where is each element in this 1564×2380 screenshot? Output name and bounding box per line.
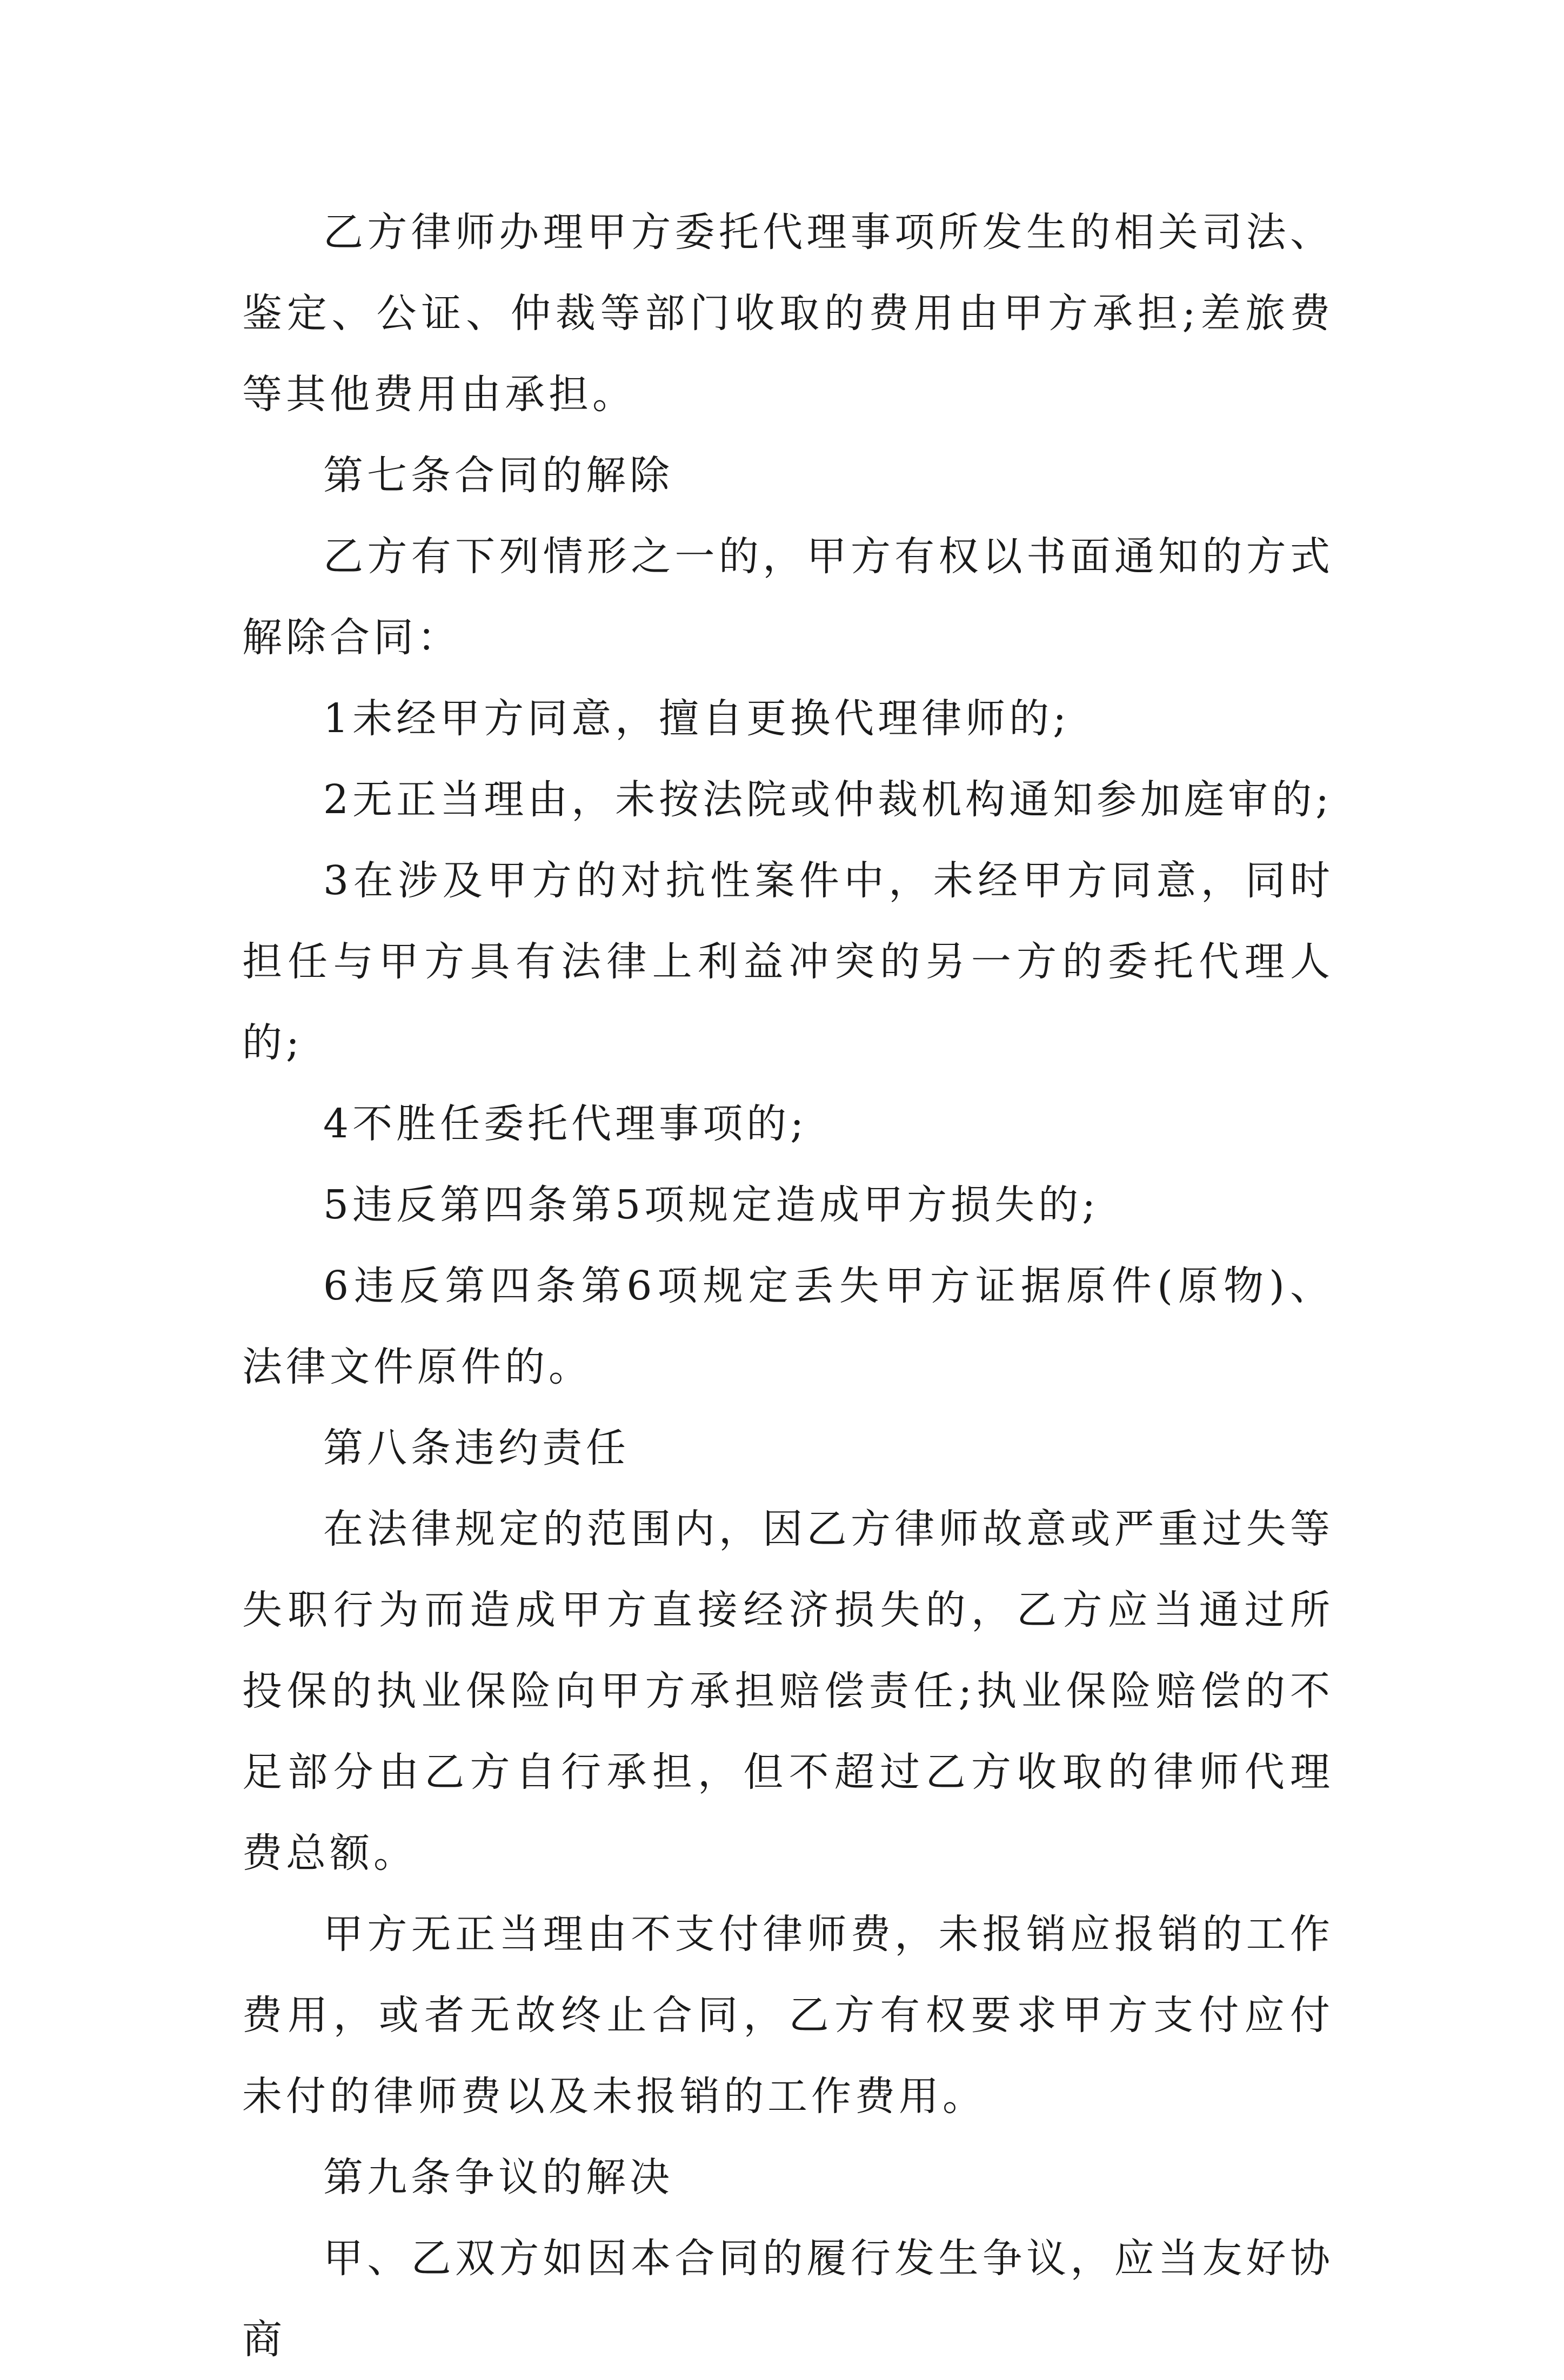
list-item-1: 1未经甲方同意，擅自更换代理律师的; xyxy=(323,695,1071,742)
paragraph-expenses: 乙方律师办理甲方委托代理事项所发生的相关司法、鉴定、公证、仲裁等部门收取的费用由甲方承担;差旅费等其他费用由承担。 xyxy=(242,209,1334,418)
paragraph-liability-a: 甲方无正当理由不支付律师费，未报销应报销的工作费用，或者无故终止合同，乙方有权要求甲方支付应付未付的律师费以及未报销的工作费用。 xyxy=(242,1911,1334,2120)
list-item-6: 6违反第四条第6项规定丢失甲方证据原件(原物)、法律文件原件的。 xyxy=(242,1263,1334,1390)
list-item-2: 2无正当理由，未按法院或仲裁机构通知参加庭审的; xyxy=(323,776,1333,823)
heading-article-9: 第九条争议的解决 xyxy=(323,2154,673,2201)
paragraph-dispute: 甲、乙双方如因本合同的履行发生争议，应当友好协商 xyxy=(242,2235,1334,2363)
paragraph-liability-b: 在法律规定的范围内，因乙方律师故意或严重过失等失职行为而造成甲方直接经济损失的，乙方应当通过所投保的执业保险向甲方承担赔偿责任;执业保险赔偿的不足部分由乙方自行承担，但不超过乙方收取的律师代理费总额。 xyxy=(242,1506,1334,1876)
list-item-4: 4不胜任委托代理事项的; xyxy=(323,1101,808,1147)
list-item-5: 5违反第四条第5项规定造成甲方损失的; xyxy=(323,1182,1100,1228)
list-item-3: 3在涉及甲方的对抗性案件中，未经甲方同意，同时担任与甲方具有法律上利益冲突的另一方的委托代理人的; xyxy=(242,857,1334,1066)
document-body xyxy=(242,192,1334,2380)
paragraph-termination-conditions: 乙方有下列情形之一的，甲方有权以书面通知的方式解除合同： xyxy=(242,533,1334,661)
heading-article-7: 第七条合同的解除 xyxy=(323,452,673,499)
heading-article-8: 第八条违约责任 xyxy=(323,1425,630,1471)
